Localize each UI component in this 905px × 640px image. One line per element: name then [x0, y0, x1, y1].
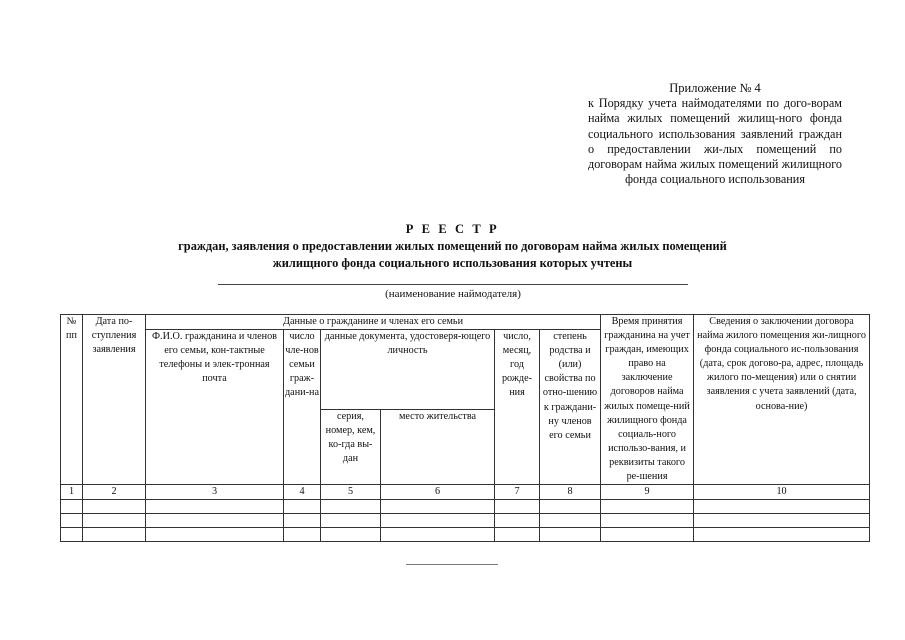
column-number: 4	[284, 485, 321, 500]
registry-subtitle-line2: жилищного фонда социального использования которых учтены	[272, 255, 633, 270]
appendix-block	[588, 80, 842, 188]
table-cell	[83, 528, 146, 542]
registry-subtitle	[0, 238, 905, 271]
table-cell	[61, 500, 83, 514]
landlord-name-line	[218, 284, 688, 285]
header-registration-time: Время принятия гражданина на учет граждан, имеющих право на заключение договоров найма жилых помеще-ний жилищного фонда социаль-ного использо-вания, и реквизиты такого ре-шения	[601, 315, 694, 485]
table-cell	[601, 500, 694, 514]
appendix-text: к Порядку учета наймодателями по дого-ворам найма жилых помещений жилищ-ного фонда социального использования заявлений граждан о предоставлении жи-лых помещений по договорам найма жилых помещений жилищного фонда социального использования	[588, 96, 842, 187]
table-cell	[321, 500, 381, 514]
header-family-count: число чле-нов семьи граж-дани-на	[284, 330, 321, 485]
header-citizen-data-group: Данные о гражданине и членах его семьи	[146, 315, 601, 330]
header-kinship: степень родства и (или) свойства по отно-шению к граждани-ну членов его семьи	[540, 330, 601, 485]
column-number: 3	[146, 485, 284, 500]
table-cell	[61, 528, 83, 542]
header-identity-document: данные документа, удостоверя-ющего личность	[321, 330, 495, 410]
table-cell	[284, 528, 321, 542]
header-application-date: Дата по-ступления заявления	[83, 315, 146, 485]
table-cell	[146, 528, 284, 542]
column-number: 10	[694, 485, 870, 500]
registry-title: Р Е Е С Т Р	[405, 222, 500, 236]
column-number: 5	[321, 485, 381, 500]
table-cell	[381, 514, 495, 528]
header-number: № пп	[61, 315, 83, 485]
table-cell	[381, 500, 495, 514]
header-full-name: Ф.И.О. гражданина и членов его семьи, кон-тактные телефоны и элек-тронная почта	[146, 330, 284, 485]
table-cell	[146, 514, 284, 528]
registry-subtitle-line1: граждан, заявления о предоставлении жилых помещений по договорам найма жилых помещений	[178, 239, 727, 253]
table-cell	[495, 500, 540, 514]
appendix-title: Приложение № 4	[669, 81, 761, 95]
column-number: 1	[61, 485, 83, 500]
column-number: 2	[83, 485, 146, 500]
table-cell	[601, 514, 694, 528]
table-cell	[321, 514, 381, 528]
header-document-series: серия, номер, кем, ко-гда вы-дан	[321, 409, 381, 484]
table-cell	[284, 514, 321, 528]
table-cell	[495, 514, 540, 528]
header-residence: место жительства	[381, 409, 495, 484]
table-row	[61, 514, 870, 528]
table-cell	[61, 514, 83, 528]
footnote-separator	[406, 564, 498, 565]
header-contract-info: Сведения о заключении договора найма жилого помещения жи-лищного фонда социального ис-пользования (дата, срок догово-ра, адрес, площадь жилого по-мещения) или о снятии заявления с учета заявлений (дата, основа-ние)	[694, 315, 870, 485]
table-cell	[83, 500, 146, 514]
table-cell	[694, 500, 870, 514]
landlord-caption: (наименование наймодателя)	[385, 288, 521, 300]
table-cell	[540, 528, 601, 542]
table-row	[61, 528, 870, 542]
table-cell	[83, 514, 146, 528]
table-cell	[321, 528, 381, 542]
column-number: 7	[495, 485, 540, 500]
column-number: 9	[601, 485, 694, 500]
table-cell	[694, 514, 870, 528]
column-number: 6	[381, 485, 495, 500]
column-number: 8	[540, 485, 601, 500]
table-row	[61, 500, 870, 514]
table-cell	[495, 528, 540, 542]
table-cell	[146, 500, 284, 514]
table-cell	[540, 500, 601, 514]
header-birth-date: число, месяц, год рожде-ния	[495, 330, 540, 485]
table-cell	[694, 528, 870, 542]
table-cell	[540, 514, 601, 528]
registry-table	[60, 314, 870, 542]
table-cell	[601, 528, 694, 542]
table-cell	[381, 528, 495, 542]
table-cell	[284, 500, 321, 514]
